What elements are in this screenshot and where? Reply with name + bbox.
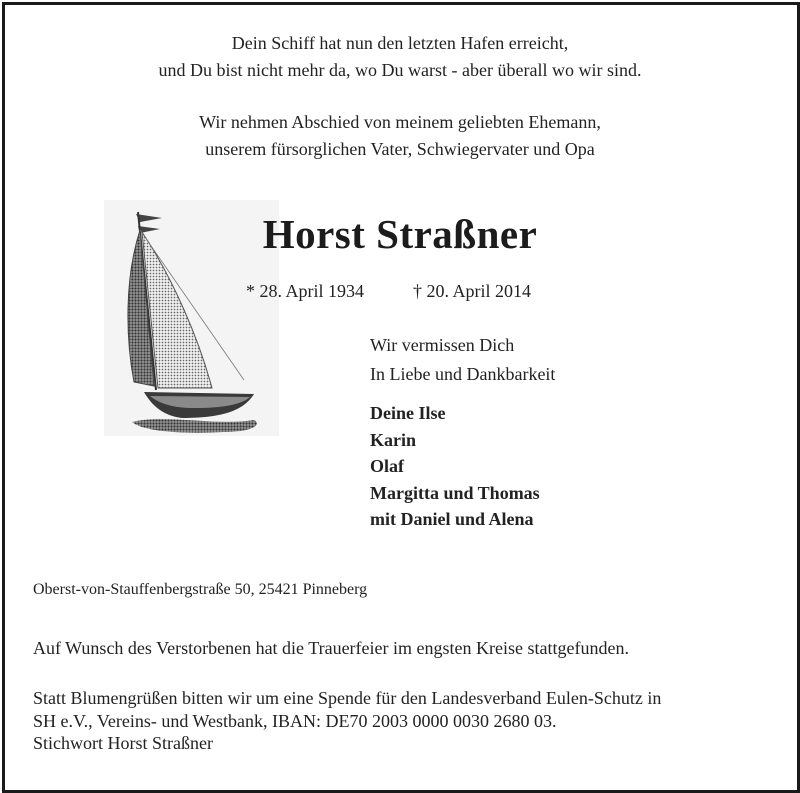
ceremony-note: Auf Wunsch des Verstorbenen hat die Trauerfeier im engsten Kreise stattgefunden. — [33, 638, 629, 658]
donation-line-2: SH e.V., Vereins- und Westbank, IBAN: DE70 2003 0000 0030 2680 03. — [33, 710, 557, 731]
donation-line-3: Stichwort Horst Straßner — [33, 733, 213, 753]
family-member: Deine Ilse — [370, 403, 446, 423]
intro — [0, 109, 800, 163]
family-member: Karin — [370, 429, 417, 450]
family-list — [370, 400, 540, 533]
donation-note — [33, 687, 773, 755]
intro-line-2: unserem fürsorglichen Vater, Schwiegervater und Opa — [205, 139, 595, 159]
verse-line-2: und Du bist nicht mehr da, wo Du warst - aber überall wo wir sind. — [158, 60, 642, 80]
verse-line-1: Dein Schiff hat nun den letzten Hafen erreicht, — [231, 33, 569, 53]
family-member: mit Daniel und Alena — [370, 509, 534, 529]
donation-line-1: Statt Blumengrüßen bitten wir um eine Spende für den Landesverband Eulen-Schutz in — [33, 688, 662, 708]
intro-line-1: Wir nehmen Abschied von meinem geliebten Ehemann, — [199, 112, 601, 132]
birth-date: * 28. April 1934 — [246, 281, 365, 301]
farewell-line-2: In Liebe und Dankbarkeit — [370, 364, 556, 384]
death-date: † 20. April 2014 — [413, 281, 532, 301]
address: Oberst-von-Stauffenbergstraße 50, 25421 Pinneberg — [33, 581, 368, 598]
farewell-line-1: Wir vermissen Dich — [370, 335, 515, 355]
family-member: Margitta und Thomas — [370, 482, 540, 503]
verse — [0, 30, 800, 84]
deceased-name: Horst Straßner — [262, 211, 538, 257]
family-member: Olaf — [370, 456, 404, 476]
